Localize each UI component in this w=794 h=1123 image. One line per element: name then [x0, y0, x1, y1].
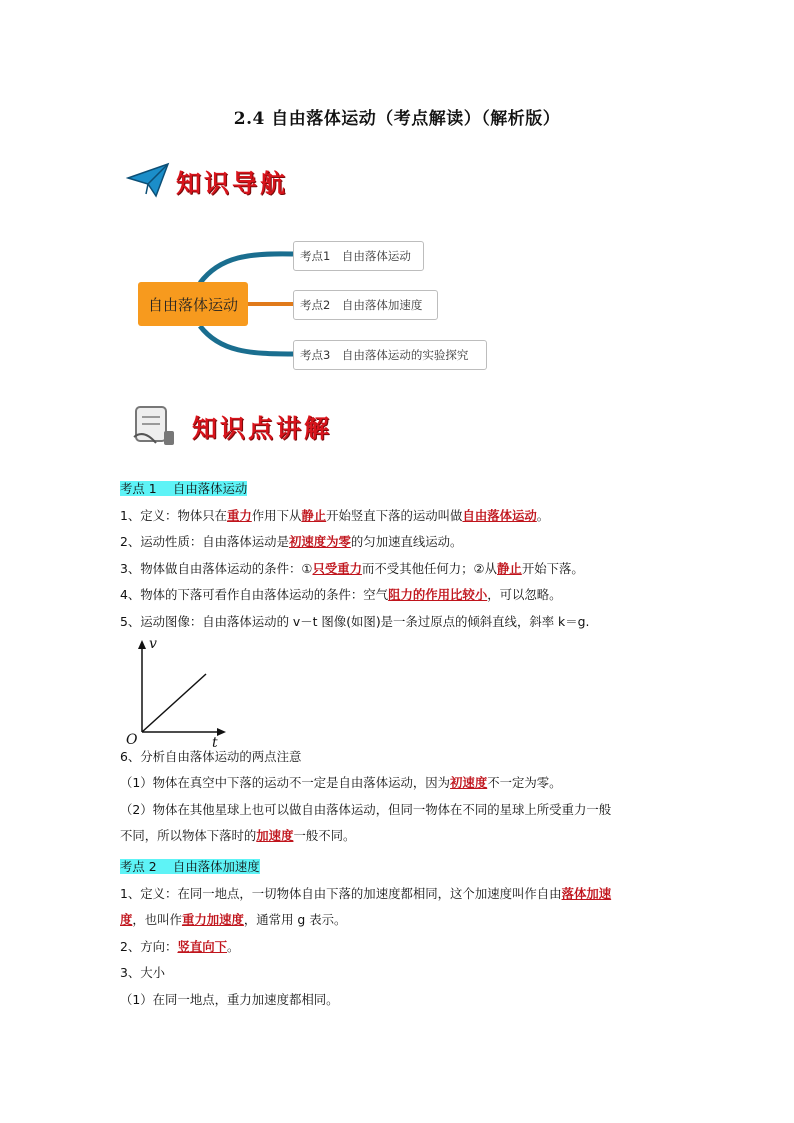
scroll-quill-icon: [130, 403, 178, 449]
mindmap-root: 自由落体运动: [138, 282, 248, 326]
mindmap-branch-2: 考点2 自由落体加速度: [293, 290, 438, 320]
s2-line-5: （1）在同一地点，重力加速度都相同。: [120, 991, 339, 1007]
section1-header-line: [120, 476, 680, 503]
s1-line-6: 6、分析自由落体运动的两点注意: [120, 748, 302, 764]
kp-heading-text: 知识点讲解: [192, 414, 333, 443]
s1-line-2: 2、运动性质：自由落体运动是初速度为零的匀加速直线运动。: [120, 534, 463, 550]
vt-graph: [120, 635, 680, 751]
vt-graph-svg: [120, 636, 260, 738]
s1-line-7: （1）物体在真空中下落的运动不一定是自由落体运动，因为初速度不一定为零。: [120, 775, 562, 791]
origin-label: O: [126, 731, 138, 748]
s1-line-4: 4、物体的下落可看作自由落体运动的条件：空气阻力的作用比较小，可以忽略。: [120, 587, 562, 603]
section2-header: 考点 2 自由落体加速度: [120, 858, 260, 874]
s1-line-8: （2）物体在其他星球上也可以做自由落体运动，但同一物体在不同的星球上所受重力一般: [120, 801, 612, 817]
s2-line-1: 1、定义：在同一地点，一切物体自由下落的加速度都相同，这个加速度叫作自由落体加速: [120, 885, 612, 901]
t-axis-label: t: [212, 734, 218, 751]
s1-line-1: 1、定义：物体只在重力作用下从静止开始竖直下落的运动叫做自由落体运动。: [120, 507, 550, 523]
s1-line-5: 5、运动图像：自由落体运动的 v－t 图像(如图)是一条过原点的倾斜直线，斜率 k＝g.: [120, 613, 590, 629]
s1-line-9: 不同，所以物体下落时的加速度一般不同。: [120, 828, 356, 844]
nav-heading-text: 知识导航: [176, 169, 289, 198]
section1-header: 考点 1 自由落体运动: [120, 481, 248, 496]
content: [120, 476, 680, 1014]
s2-line-3: 2、方向：竖直向下。: [120, 938, 240, 954]
s2-line-2: 度，也叫作重力加速度，通常用 g 表示。: [120, 912, 347, 928]
s1-line-3: 3、物体做自由落体运动的条件：①只受重力而不受其他任何力；②从静止开始下落。: [120, 560, 584, 576]
kp-heading: [130, 403, 360, 451]
s2-line-4: 3、大小: [120, 965, 166, 981]
page-title: 2.4 自由落体运动（考点解读）（解析版）: [233, 109, 561, 129]
section2-header-line: [120, 854, 680, 881]
v-axis-label: v: [149, 635, 157, 652]
mindmap-branch-1: 考点1 自由落体运动: [293, 241, 424, 271]
mindmap-branch-3: 考点3 自由落体运动的实验探究: [293, 340, 487, 370]
